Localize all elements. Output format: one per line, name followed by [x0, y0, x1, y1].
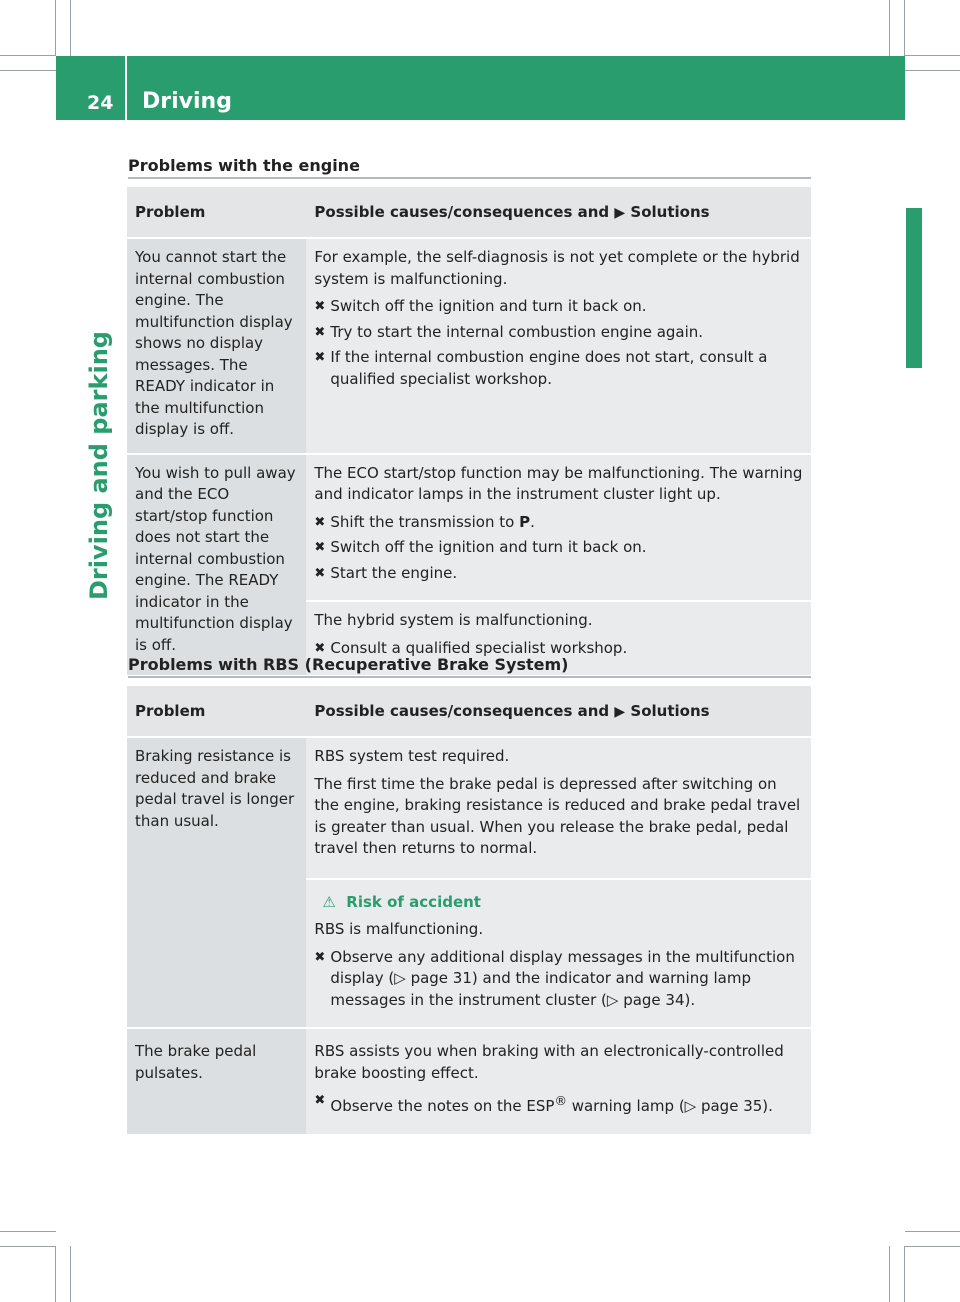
engine-problems-table: [127, 187, 811, 677]
step-arrow-icon: ✖: [314, 949, 326, 965]
registered-mark: ®: [554, 1093, 567, 1108]
cause-text: The first time the brake pedal is depressed after switching on the engine, braking resistance is reduced and brake pedal travel is greater than usual. When you release the brake pedal, pedal travel then returns to normal.: [314, 774, 801, 857]
cause-text: The ECO start/stop function may be malfunctioning. The warning and indicator lamps in the instrument cluster light up.: [314, 463, 803, 503]
header-text: Solutions: [630, 702, 710, 720]
table-header-row: [127, 686, 811, 737]
rbs-section-heading: Problems with RBS (Recuperative Brake System): [128, 655, 569, 674]
problem-column-header: Problem: [127, 187, 306, 238]
crop-mark: [0, 70, 56, 71]
warning-heading: [314, 892, 803, 914]
step-arrow-icon: ✖: [314, 299, 326, 314]
solution-cell: [306, 1028, 811, 1135]
step-item: [314, 512, 803, 534]
step-text: Switch off the ignition and turn it back on.: [330, 538, 647, 556]
crop-mark: [889, 0, 890, 56]
solution-cell: [306, 879, 811, 1029]
step-text: .: [530, 512, 535, 531]
rbs-problems-table: [127, 686, 811, 1136]
solution-cell: [306, 238, 811, 454]
header-text: Possible causes/consequences and: [314, 203, 610, 221]
step-text: Observe any additional display messages in the multifunction display (▷ page 31) and the indicator and warning lamp messages in the instrument cluster (▷ page 34).: [330, 947, 795, 1009]
chapter-title: Driving: [142, 89, 232, 114]
crop-mark: [0, 55, 56, 56]
table-row: [127, 1028, 811, 1135]
table-header-row: [127, 187, 811, 238]
crop-mark: [70, 0, 71, 56]
header-divider: [125, 56, 127, 120]
step-item: [314, 296, 803, 318]
cause-text: For example, the self-diagnosis is not yet complete or the hybrid system is malfunctioning.: [314, 248, 800, 288]
step-arrow-icon: ✖: [314, 565, 326, 581]
crop-mark: [0, 1231, 56, 1232]
crop-mark: [904, 0, 905, 56]
crop-mark: [889, 1246, 890, 1302]
step-text: Try to start the internal combustion engine again.: [330, 322, 704, 341]
crop-mark: [55, 0, 56, 56]
cause-text: RBS assists you when braking with an electronically-controlled brake boosting effect.: [314, 1042, 784, 1082]
arrow-icon: ▶: [614, 205, 626, 221]
crop-mark: [0, 1246, 56, 1247]
step-item: [314, 322, 803, 344]
problem-column-header: Problem: [127, 686, 306, 737]
table-row: [127, 737, 811, 879]
cause-text: RBS system test required.: [314, 747, 510, 765]
problem-cell: Braking resistance is reduced and brake pedal travel is longer than usual.: [127, 737, 306, 1028]
solution-cell: [306, 454, 811, 602]
step-item: [314, 563, 803, 585]
step-item: [314, 947, 803, 1012]
arrow-icon: ▶: [614, 704, 626, 720]
table-row: [127, 238, 811, 454]
header-text: Possible causes/consequences and: [314, 702, 610, 720]
crop-mark: [905, 1231, 960, 1232]
section-rule: [128, 676, 811, 678]
crop-mark: [70, 1246, 71, 1302]
step-text: Switch off the ignition and turn it back on.: [330, 297, 647, 315]
solution-cell: [306, 737, 811, 879]
step-text: warning lamp (▷ page 35).: [566, 1097, 773, 1115]
problem-cell: You cannot start the internal combustion engine. The multifunction display shows no display messages. The READY indicator in the multifunction display is off.: [127, 238, 306, 454]
step-arrow-icon: ✖: [314, 324, 326, 340]
step-item: [314, 1090, 803, 1118]
crop-mark: [904, 1246, 905, 1302]
step-arrow-icon: ✖: [314, 640, 326, 656]
page-number: 24: [87, 92, 114, 114]
engine-section-heading: Problems with the engine: [128, 156, 360, 175]
problem-cell: You wish to pull away and the ECO start/stop function does not start the internal combustion engine. The READY indicator in the multifunction display is off.: [127, 454, 306, 677]
step-text: Consult a qualified specialist workshop.: [330, 638, 628, 657]
step-arrow-icon: ✖: [314, 514, 326, 530]
warning-triangle-icon: ⚠: [322, 892, 336, 911]
step-text: Shift the transmission to: [330, 512, 515, 531]
crop-mark: [55, 1246, 56, 1302]
step-text: Start the engine.: [330, 563, 458, 582]
step-arrow-icon: ✖: [314, 1093, 326, 1108]
solutions-column-header: [306, 187, 811, 238]
step-arrow-icon: ✖: [314, 350, 326, 365]
crop-mark: [905, 1246, 960, 1247]
gear-position: P: [519, 512, 531, 531]
step-item: [314, 347, 803, 390]
section-tab: [906, 208, 922, 368]
cause-text: The hybrid system is malfunctioning.: [314, 611, 593, 629]
step-text: Observe the notes on the ESP: [330, 1097, 555, 1115]
warning-title: Risk of accident: [346, 892, 481, 911]
crop-mark: [905, 55, 960, 56]
step-item: [314, 537, 803, 559]
section-rule: [128, 177, 811, 179]
step-text: If the internal combustion engine does not start, consult a qualified specialist workshop.: [330, 348, 768, 388]
crop-mark: [905, 70, 960, 71]
problem-cell: The brake pedal pulsates.: [127, 1028, 306, 1135]
table-row: [127, 454, 811, 602]
solutions-column-header: [306, 686, 811, 737]
cause-text: RBS is malfunctioning.: [314, 920, 484, 938]
header-text: Solutions: [630, 203, 710, 221]
side-chapter-label: Driving and parking: [85, 331, 113, 600]
step-arrow-icon: ✖: [314, 540, 326, 555]
